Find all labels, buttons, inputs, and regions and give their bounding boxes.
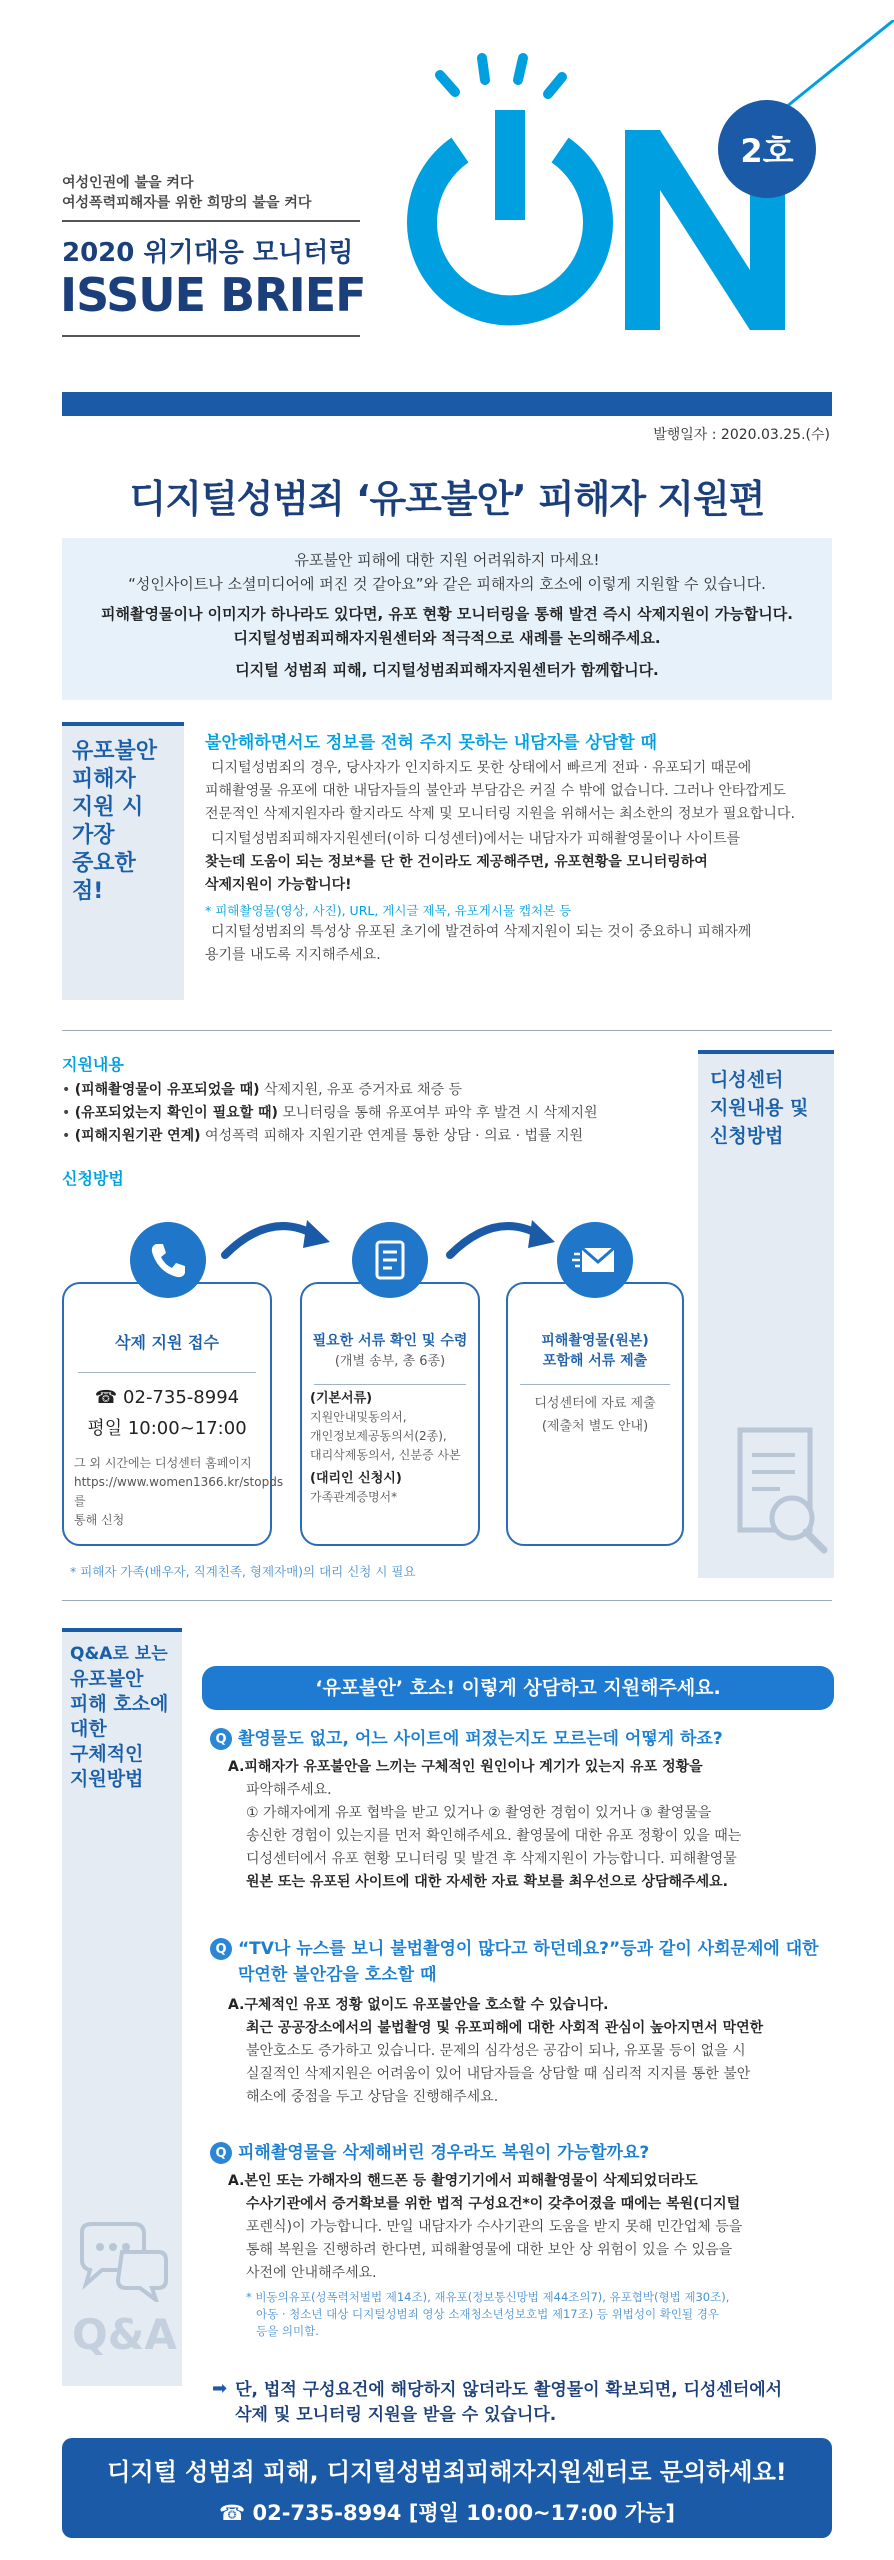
section1-note: * 피해촬영물(영상, 사진), URL, 게시글 제목, 유포게시물 캡처본 등 bbox=[205, 903, 572, 918]
intro-line-1: 유포불안 피해에 대한 지원 어려워하지 마세요! bbox=[294, 551, 600, 569]
conclusion-line: 삭제 및 모니터링 지원을 받을 수 있습니다. bbox=[235, 2405, 557, 2425]
footer-line-2[interactable]: ☎ 02-735-8994 [평일 10:00~17:00 가능] bbox=[219, 2501, 675, 2525]
card1-phone[interactable]: ☎ 02-735-8994 bbox=[94, 1387, 240, 1408]
header bbox=[0, 0, 894, 350]
card1-divider bbox=[78, 1372, 256, 1373]
header-bar bbox=[62, 392, 832, 416]
qa-watermark: Q&A bbox=[72, 2310, 177, 2359]
a1-line: 파악해주세요. bbox=[246, 1782, 332, 1798]
a3-text bbox=[210, 2170, 834, 2285]
arrow-right-icon: ➡ bbox=[212, 2378, 228, 2399]
a2-text bbox=[210, 1994, 834, 2109]
document-search-icon bbox=[730, 1420, 830, 1560]
a1-line: 송신한 경험이 있는지를 먼저 확인해주세요. 촬영물에 대한 유포 정황이 있을 때는 bbox=[246, 1828, 742, 1844]
card2-proxy-label: (대리인 신청시) bbox=[310, 1471, 402, 1486]
support-heading: 지원내용 bbox=[62, 1055, 124, 1074]
q2-row bbox=[210, 1936, 834, 1988]
p1-line: 전문적인 삭제지원자라 할지라도 삭제 및 모니터링 지원을 위해서는 최소한의 정보가 필요합니다. bbox=[205, 806, 795, 822]
step-card-1 bbox=[62, 1282, 284, 1546]
q3-text: 피해촬영물을 삭제해버린 경우라도 복원이 가능할까요? bbox=[238, 2143, 650, 2163]
header-subtitle: 2020 위기대응 모니터링 bbox=[62, 238, 354, 268]
card2-body bbox=[302, 1389, 478, 1507]
intro-line-2: “성인사이트나 소셜미디어에 퍼진 것 같아요”와 같은 피해자의 호소에 이렇게 지원할 수 있습니다. bbox=[128, 575, 766, 593]
issue-badge bbox=[718, 100, 816, 198]
header-title: ISSUE BRIEF bbox=[60, 268, 366, 322]
p2-line: 삭제지원이 가능합니다! bbox=[205, 877, 352, 893]
q2-line: 막연한 불안감을 호소할 때 bbox=[238, 1965, 437, 1985]
side-label-line: 신청방법 bbox=[710, 1125, 784, 1147]
tagline-2: 여성폭력피해자를 위한 희망의 불을 켜다 bbox=[62, 195, 312, 211]
qa-item-2 bbox=[210, 1936, 834, 2109]
a2-line: 해소에 중점을 두고 상담을 진행해주세요. bbox=[246, 2089, 499, 2105]
p1-line: 피해촬영물 유포에 대한 내담자들의 불안과 부담감은 커질 수 밖에 없습니다. 그러나 안타깝게도 bbox=[205, 783, 786, 799]
card1-title: 삭제 지원 접수 bbox=[115, 1333, 219, 1352]
footer-line-1: 디지털 성범죄 피해, 디지털성범죄피해자지원센터로 문의하세요! bbox=[107, 2458, 787, 2486]
card2-basic-line: 대리삭제동의서, 신분증 사본 bbox=[310, 1448, 461, 1462]
header-divider bbox=[62, 220, 360, 222]
section1-content bbox=[205, 728, 835, 967]
intro-box bbox=[62, 538, 832, 700]
p2-line: 디지털성범죄피해자지원센터(이하 디성센터)에서는 내담자가 피해촬영물이나 사이트를 bbox=[211, 831, 741, 847]
intro-line-4: 디지털성범죄피해자지원센터와 적극적으로 새례를 논의해주세요. bbox=[233, 629, 661, 647]
q-badge-icon: Q bbox=[210, 1728, 232, 1750]
side-label-line: 유포불안 bbox=[72, 739, 158, 764]
p3-line: 디지털성범죄의 특성상 유포된 초기에 발견하여 삭제지원이 되는 것이 중요하니 피해자께 bbox=[211, 924, 752, 940]
section1-p1 bbox=[205, 757, 835, 826]
tagline-1: 여성인권에 불을 켜다 bbox=[62, 175, 194, 191]
support-item: • (피해지원기관 연계) 여성폭력 피해자 지원기관 연계를 통한 상담 · 의료 · 법률 지원 bbox=[62, 1128, 584, 1144]
card3-line1: 디성센터에 자료 제출 bbox=[534, 1396, 656, 1411]
flow-arrow-icon bbox=[215, 1210, 335, 1260]
card3-line2: (제출처 별도 안내) bbox=[541, 1419, 649, 1434]
support-item: • (피해촬영물이 유포되었을 때) 삭제지원, 유포 증거자료 채증 등 bbox=[62, 1082, 463, 1098]
a1-line: 원본 또는 유포된 사이트에 대한 자세한 자료 확보를 최우선으로 상담해주세요. bbox=[246, 1874, 728, 1890]
q-badge-icon: Q bbox=[210, 2142, 232, 2164]
card1-other-line: 그 외 시간에는 디성센터 홈페이지 bbox=[74, 1456, 252, 1470]
card3-divider bbox=[520, 1384, 670, 1385]
a3-line: 사전에 안내해주세요. bbox=[246, 2265, 377, 2281]
side-label-line: 중요한 점! bbox=[72, 851, 136, 904]
q2-text bbox=[238, 1936, 819, 1988]
section2-note: * 피해자 가족(배우자, 직계친족, 형제자매)의 대리 신청 시 필요 bbox=[70, 1564, 416, 1579]
p2-line: 찾는데 도움이 되는 정보*를 단 한 건이라도 제공해주면, 유포현황을 모니터링하여 bbox=[205, 854, 708, 870]
section2-content bbox=[62, 1052, 682, 1189]
side-label-line: 지원내용 및 bbox=[710, 1097, 809, 1119]
section-divider bbox=[62, 1030, 832, 1031]
card2-basic-label: (기본서류) bbox=[310, 1391, 373, 1406]
p1-line: 디지털성범죄의 경우, 당사자가 인지하지도 못한 상태에서 빠르게 전파 · 유포되기 때문에 bbox=[211, 760, 752, 776]
side-label-line: 지원 시 bbox=[72, 795, 144, 820]
q3-row bbox=[210, 2140, 834, 2166]
section1-heading: 불안해하면서도 정보를 전혀 주지 못하는 내담자를 상담할 때 bbox=[205, 733, 657, 753]
q1-text: 촬영물도 없고, 어느 사이트에 퍼졌는지도 모르는데 어떻게 하죠? bbox=[238, 1729, 723, 1749]
card3-title-1: 피해촬영물(원본) bbox=[541, 1333, 649, 1349]
phone-icon bbox=[130, 1222, 206, 1298]
card2-basic-line: 개인정보제공동의서(2종), bbox=[310, 1429, 447, 1443]
section1-p3 bbox=[205, 921, 835, 967]
qa-banner: ‘유포불안’ 호소! 이렇게 상담하고 지원해주세요. bbox=[202, 1666, 834, 1710]
side-label-line: Q&A로 보는 bbox=[70, 1644, 168, 1664]
section1-p2 bbox=[205, 828, 835, 897]
a1-line: 디성센터에서 유포 현황 모니터링 및 발견 후 삭제지원이 가능합니다. 피해촬영물 bbox=[246, 1851, 737, 1867]
intro-line-5: 디지털 성범죄 피해, 디지털성범죄피해자지원센터가 함께합니다. bbox=[235, 661, 659, 679]
side-label-line: 피해 호소에 bbox=[70, 1693, 169, 1715]
side-label-line: 유포불안 bbox=[70, 1668, 144, 1690]
a1-text bbox=[210, 1756, 834, 1894]
section1-side-label bbox=[62, 722, 184, 1000]
conclusion-text bbox=[235, 2378, 782, 2428]
card2-divider bbox=[314, 1384, 466, 1385]
conclusion-line: 단, 법적 구성요건에 해당하지 않더라도 촬영물이 확보되면, 디성센터에서 bbox=[235, 2380, 783, 2400]
qa-item-1 bbox=[210, 1726, 834, 1894]
side-label-line: 디성센터 bbox=[710, 1069, 784, 1091]
a3-note bbox=[210, 2289, 834, 2340]
side-label-line: 피해자 bbox=[72, 767, 136, 792]
a3-note-line: 등을 의미함. bbox=[256, 2324, 319, 2338]
a3-note-line: * 비동의유포(성폭력처벌법 제14조), 재유포(정보통신망법 제44조의7), 유포협박(형법 제30조), bbox=[246, 2290, 730, 2304]
section-divider bbox=[62, 1600, 832, 1601]
card2-title: 필요한 서류 확인 및 수령 bbox=[312, 1333, 468, 1349]
card2-basic-line: 지원안내및동의서, bbox=[310, 1410, 407, 1424]
p3-line: 용기를 내도록 지지해주세요. bbox=[205, 947, 381, 963]
side-label-line: 대한 bbox=[70, 1718, 107, 1740]
conclusion bbox=[212, 2378, 834, 2428]
step-card-2 bbox=[300, 1282, 480, 1546]
footer bbox=[62, 2438, 832, 2538]
side-label-line: 구체적인 bbox=[70, 1743, 144, 1765]
a1-line: A.피해자가 유포불안을 느끼는 구체적인 원인이나 계기가 있는지 유포 정황을 bbox=[228, 1759, 703, 1775]
support-item-text: 삭제지원, 유포 증거자료 채증 등 bbox=[259, 1082, 463, 1098]
support-item-bold: (피해지원기관 연계) bbox=[74, 1128, 201, 1144]
header-divider-bottom bbox=[62, 335, 360, 337]
main-title: 디지털성범죄 ‘유포불안’ 피해자 지원편 bbox=[129, 477, 765, 521]
support-item: • (유포되었는지 확인이 필요할 때) 모니터링을 통해 유포여부 파악 후 발견 시 삭제지원 bbox=[62, 1105, 598, 1121]
q2-line: “TV나 뉴스를 보니 불법촬영이 많다고 하던데요?”등과 같이 사회문제에 대한 bbox=[238, 1939, 819, 1959]
document-icon bbox=[352, 1222, 428, 1298]
a3-line: 수사기관에서 증거확보를 위한 법적 구성요건*이 갖추어졌을 때에는 복원(디지털 bbox=[246, 2196, 741, 2212]
support-item-bold: (피해촬영물이 유포되었을 때) bbox=[74, 1082, 260, 1098]
a3-note-line: 아동 · 청소년 대상 디지털성범죄 영상 소재청소년성보호법 제17조) 등 위법성이 확인될 경우 bbox=[256, 2307, 719, 2321]
mail-icon bbox=[557, 1222, 633, 1298]
q-badge-icon: Q bbox=[210, 1938, 232, 1960]
flow-arrow-icon bbox=[440, 1210, 560, 1260]
apply-heading: 신청방법 bbox=[62, 1169, 124, 1188]
chat-bubble-icon bbox=[72, 2222, 172, 2302]
a2-line: 불안호소도 증가하고 있습니다. 문제의 심각성은 공감이 되나, 유포물 등이 없을 시 bbox=[246, 2043, 746, 2059]
step-card-3 bbox=[506, 1282, 684, 1546]
q1-row bbox=[210, 1726, 834, 1752]
support-item-text: 여성폭력 피해자 지원기관 연계를 통한 상담 · 의료 · 법률 지원 bbox=[200, 1128, 584, 1144]
card2-subtitle: (개별 송부, 총 6종) bbox=[334, 1354, 446, 1369]
a3-line: 포렌식)이 가능합니다. 만일 내담자가 수사기관의 도움을 받지 못해 민간업체 등을 bbox=[246, 2219, 743, 2235]
support-item-text: 모니터링을 통해 유포여부 파악 후 발견 시 삭제지원 bbox=[277, 1105, 598, 1121]
a2-line: 최근 공공장소에서의 불법촬영 및 유포피해에 대한 사회적 관심이 높아지면서 막연한 bbox=[246, 2020, 764, 2036]
card1-other-line[interactable]: https://www.women1366.kr/stopds를 bbox=[74, 1475, 284, 1508]
side-label-line: 지원방법 bbox=[70, 1768, 144, 1790]
a3-line: A.본인 또는 가해자의 핸드폰 등 촬영기기에서 피해촬영물이 삭제되었더라도 bbox=[228, 2173, 698, 2189]
card3-title-2: 포함해 서류 제출 bbox=[542, 1353, 648, 1369]
a2-line: 실질적인 삭제지원은 어려움이 있어 내담자들을 상담할 때 심리적 지지를 통한 불안 bbox=[246, 2066, 751, 2082]
card2-proxy-line: 가족관계증명서* bbox=[310, 1490, 398, 1504]
side-label-line: 가장 bbox=[72, 823, 115, 848]
card1-hours: 평일 10:00~17:00 bbox=[87, 1418, 247, 1439]
publication-date: 발행일자 : 2020.03.25.(수) bbox=[653, 427, 830, 443]
a3-line: 통해 복원을 진행하려 한다면, 피해촬영물에 대한 보안 상 위험이 있을 수 있음을 bbox=[246, 2242, 733, 2258]
card1-other bbox=[64, 1454, 284, 1530]
issue-badge-text: 2호 bbox=[740, 132, 794, 170]
card1-other-line: 통해 신청 bbox=[74, 1513, 125, 1527]
a2-line: A.구체적인 유포 정황 없이도 유포불안을 호소할 수 있습니다. bbox=[228, 1997, 609, 2013]
intro-line-3: 피해촬영물이나 이미지가 하나라도 있다면, 유포 현황 모니터링을 통해 발견 즉시 삭제지원이 가능합니다. bbox=[101, 605, 793, 623]
a1-line: ① 가해자에게 유포 협박을 받고 있거나 ② 촬영한 경험이 있거나 ③ 촬영물을 bbox=[246, 1805, 712, 1821]
support-item-bold: (유포되었는지 확인이 필요할 때) bbox=[74, 1105, 278, 1121]
qa-item-3 bbox=[210, 2140, 834, 2340]
